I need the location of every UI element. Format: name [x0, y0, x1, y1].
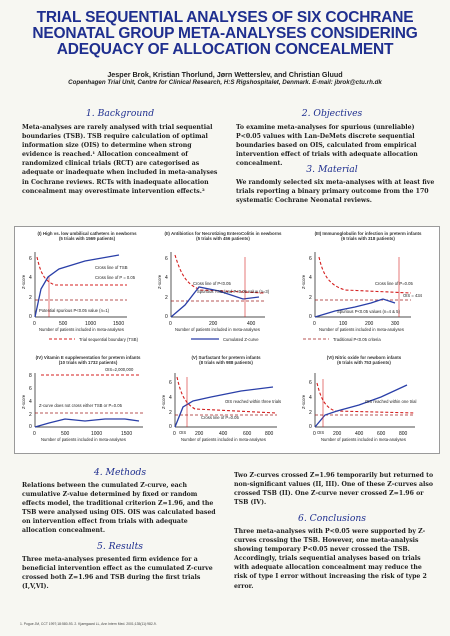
- panel-4-xtick-1500: 1500: [121, 431, 133, 437]
- panel-6-subtitle: (6 trials with 753 patients): [337, 360, 391, 366]
- panel-2-ylabel: Z-score: [157, 274, 162, 289]
- panel-6-xtick-800: 800: [399, 431, 408, 437]
- panel-5-xtick-400: 400: [219, 431, 228, 437]
- panel-4-xtick-500: 500: [61, 431, 70, 437]
- panel-5-note-a: OIS reached within three trials: [225, 399, 282, 404]
- panel-6-ois-label: OIS: [317, 430, 325, 435]
- panel-2-ytick-0: 0: [165, 314, 168, 320]
- material-heading: 3. Material: [306, 164, 358, 175]
- panel-3-xtick-200: 200: [365, 321, 374, 327]
- authors: Jesper Brok, Kristian Thorlund, Jørn Wetterslev, and Christian Gluud: [107, 70, 343, 79]
- panel-1-ytick-4: 4: [29, 275, 32, 281]
- title-line-3: ADEQUACY OF ALLOCATION CONCEALMENT: [56, 41, 394, 58]
- background-heading: 1. Background: [85, 108, 155, 119]
- panel-3-note-c: Spurious P<0.05 values (n=4 & 5): [337, 309, 400, 314]
- panel-5-plot: [161, 373, 281, 442]
- panel-4-ytick-0: 0: [29, 424, 32, 430]
- panel-1-ytick-6: 6: [29, 256, 32, 262]
- panel-1-tsb: [37, 257, 127, 285]
- panel-1-subtitle: (5 trials with 1569 patients): [58, 236, 116, 242]
- panel-5-title-line: (V) Surfactant for preterm infants: [191, 355, 261, 360]
- figure-legend: [49, 337, 381, 342]
- panel-4-subtitle: (10 trials with 1732 patients): [58, 360, 118, 366]
- panel-5-xlabel: Number of patients included in meta-analyses: [181, 437, 266, 442]
- panel-4-ytick-2: 2: [29, 412, 32, 418]
- panel-6-ylabel: Z-score: [301, 394, 306, 409]
- panel-1-plot: [21, 252, 136, 332]
- panel-3-ylabel: Z-score: [301, 274, 306, 289]
- panel-2-subtitle: (5 trials with 456 patients): [196, 236, 250, 242]
- panel-5-ylabel: Z-score: [161, 394, 166, 409]
- panel-3-xlabel: Number of patients included in meta-analyses: [319, 327, 404, 332]
- panel-4-plot: [21, 367, 143, 442]
- panel-6-xtick-400: 400: [355, 431, 364, 437]
- objectives-text: To examine meta-analyses for spurious (unreliable) P<0.05 values with Lan-DeMets discrete sequential boundaries based on OIS, calculated from empirical intervention effect of trials with adequate allocation concealment.: [236, 124, 418, 168]
- panel-5-ytick-6: 6: [169, 380, 172, 386]
- panel-4-xlabel: Number of patients included in meta-analyses: [41, 437, 126, 442]
- panel-2-note-a: Cross line of P<0.05: [193, 281, 231, 286]
- panel-6-xtick-200: 200: [333, 431, 342, 437]
- panel-1-xtick-1000: 1000: [85, 321, 97, 327]
- panel-4-ytick-6: 6: [29, 386, 32, 392]
- panel-4-ytick-4: 4: [29, 399, 32, 405]
- panel-3-ytick-0: 0: [309, 314, 312, 320]
- panel-4-note-a: OIS=2,000,000: [105, 367, 134, 372]
- panel-5-ytick-0: 0: [169, 424, 172, 430]
- panel-2-tsb: [175, 255, 265, 293]
- panel-6-xtick-600: 600: [377, 431, 386, 437]
- footnote: 1. Pogue JM, CCT 1997;18:580-93. 2. Kjaergaard LL, Ann Intern Med. 2001;135(11):982-9.: [20, 622, 157, 626]
- panel-5-ytick-4: 4: [169, 395, 172, 401]
- panel-3-subtitle: (6 trials with 318 patients): [341, 236, 395, 242]
- panel-2-xtick-200: 200: [209, 321, 218, 327]
- panel-3-title-line: (III) Immunoglobulin for infection in preterm infants: [314, 231, 422, 236]
- panel-6-xlabel: Number of patients included in meta-analyses: [321, 437, 406, 442]
- results-figure: [14, 226, 440, 454]
- panel-5-xtick-800: 800: [265, 431, 274, 437]
- results-heading: 5. Results: [96, 541, 144, 552]
- methods-heading: 4. Methods: [93, 467, 147, 478]
- panel-4-note-b: Z-curve does not cross either TSB or P=0.05: [39, 403, 122, 408]
- panel-2-plot: [157, 252, 270, 332]
- panel-6-ytick-2: 2: [309, 410, 312, 416]
- panel-3-ytick-6: 6: [309, 256, 312, 262]
- title-line-2: NEONATAL GROUP META-ANALYSES CONSIDERING: [32, 25, 418, 42]
- panel-2-xtick-400: 400: [247, 321, 256, 327]
- panel-3-note-b: OIS = 434: [403, 293, 422, 298]
- panel-1-note-b: Cross line of P = 0.05: [95, 275, 136, 280]
- panel-6-zcurve: [315, 385, 407, 427]
- panel-1-note-a: Cross line of TSB: [95, 265, 128, 270]
- panel-6-ytick-6: 6: [309, 380, 312, 386]
- panel-4-xtick-0: 0: [33, 431, 36, 437]
- panel-1-ytick-2: 2: [29, 295, 32, 301]
- panel-4-xtick-1000: 1000: [91, 431, 103, 437]
- panel-2-xtick-0: 0: [169, 321, 172, 327]
- figure-plots: [15, 227, 439, 453]
- legend-zcurve-label: Cumulated Z-curve: [223, 337, 259, 342]
- panel-2-xlabel: Number of patients included in meta-analyses: [175, 327, 260, 332]
- panel-3-note-a: Cross line of P=0.05: [375, 281, 413, 286]
- conclusions-heading: 6. Conclusions: [298, 513, 366, 524]
- panel-5-tsb: [177, 377, 277, 413]
- panel-3-ytick-4: 4: [309, 275, 312, 281]
- panel-3-xtick-100: 100: [339, 321, 348, 327]
- panel-4-ytick-8: 8: [29, 373, 32, 379]
- panel-3-zcurve: [315, 299, 395, 317]
- panel-6-note-a: OIS reached within one trial: [365, 399, 417, 404]
- panel-6-ytick-4: 4: [309, 395, 312, 401]
- panel-6-xtick-0: 0: [313, 431, 316, 437]
- panel-6-title-line: (VI) Nitric oxide for newborn infants: [326, 355, 402, 360]
- panel-1-xlabel: Number of patients included in meta-analyses: [39, 327, 124, 332]
- material-text: We randomly selected six meta-analyses with at least five trials reporting a binary primary outcome from the 170 systematic Cochrane Neonatal reviews.: [236, 179, 435, 205]
- poster-title: [10, 10, 440, 58]
- panel-3-xtick-300: 300: [391, 321, 400, 327]
- panel-1-title-line: (I) High vs. low umbilical catheters in newborns: [37, 231, 137, 236]
- panel-2-ytick-4: 4: [165, 275, 168, 281]
- panel-2-ytick-6: 6: [165, 256, 168, 262]
- methods-text: Relations between the cumulated Z-curve, each cumulative Z-value determined by fixed or random effects model, the traditional criterion Z=1.96, and the TSB were analysed using OIS. OIS was calculated based on intervention effect from trials with adequate allocation concealment.: [22, 482, 216, 535]
- legend-trad-label: Traditional P<0.05 criteria: [333, 337, 381, 342]
- panel-5-ois-label: OIS: [179, 430, 187, 435]
- title-line-1: TRIAL SEQUENTIAL ANALYSES OF SIX COCHRANE: [36, 9, 414, 26]
- panel-3-tsb: [319, 257, 411, 293]
- panel-2-ytick-2: 2: [165, 295, 168, 301]
- panel-6-ytick-0: 0: [309, 424, 312, 430]
- panel-1-note-c: Potential spurious P<0.05 value (n=1): [39, 308, 110, 313]
- panel-2-note-b: Spurious TSB (and P<0.05 value (n=3): [197, 289, 270, 294]
- results-text: Three meta-analyses presented firm evidence for a beneficial intervention effect as the cumulated Z-curve crossed both Z=1.96 and TSB during the first trials (I,V,VI).: [22, 556, 213, 591]
- panel-4-title-line: (IV) Vitamin E supplementation for preterm infants: [35, 355, 141, 360]
- panel-5-xtick-0: 0: [173, 431, 176, 437]
- panel-1-xtick-0: 0: [33, 321, 36, 327]
- panel-1-xtick-500: 500: [59, 321, 68, 327]
- objectives-heading: 2. Objectives: [301, 108, 363, 119]
- panel-2-title-line: (II) Antibiotics for Necrotizing EnteroColitis in newborns: [164, 231, 282, 236]
- panel-5-xtick-200: 200: [195, 431, 204, 437]
- panel-3-plot: [301, 252, 423, 332]
- panel-3-xtick-0: 0: [313, 321, 316, 327]
- panel-5-subtitle: (8 trials with 988 patients): [199, 360, 253, 366]
- panel-1-ylabel: Z-score: [21, 274, 26, 289]
- panel-1-ytick-0: 0: [29, 314, 32, 320]
- panel-5-zcurve: [175, 387, 273, 427]
- background-text: Meta-analyses are rarely analysed with trial sequential boundaries (TSB). TSB require calculation of optimal information size (OIS) to determine when strong evidence is reached.¹ Allocation concealment of randomized clinical trials (RCT) are categorised as adequate or inadequate when included in meta-analyses in Cochrane reviews. RCTs with inadequate allocation concealment may overestimate intervention effects.²: [22, 124, 218, 195]
- panel-5-xtick-600: 600: [243, 431, 252, 437]
- panel-6-plot: [301, 373, 417, 442]
- results-continued-text: Two Z-curves crossed Z=1.96 temporarily but returned to non-significant values (II, III). One of these Z-curves also crossed TSB (II). One Z-curve never crossed Z=1.96 or TSB (IV).: [234, 472, 434, 507]
- panel-3-ytick-2: 2: [309, 295, 312, 301]
- affiliation: Copenhagen Trial Unit, Centre for Clinical Research, H:S Rigshospitalet, Denmark. E-mail: jbrok@ctu.rh.dk: [68, 79, 382, 86]
- conclusions-text: Three meta-analyses with P<0.05 were supported by Z-curves crossing the TSB. However, one meta-analysis showing temporary P<0.05 never crossed the TSB. Accordingly, trials sequential analyses based on trials with adequate allocation concealment may reduce the risk of type I error without increasing the risk of type 2 error.: [234, 528, 427, 590]
- panel-5-ytick-2: 2: [169, 410, 172, 416]
- panel-1-xtick-1500: 1500: [113, 321, 125, 327]
- panel-5-note-b: Cross line of P=0.05: [201, 415, 239, 420]
- panel-4-ylabel: Z-score: [21, 394, 26, 409]
- panel-4-zcurve: [35, 419, 139, 427]
- legend-tsb-label: Trial sequential boundary (TSB): [79, 337, 138, 342]
